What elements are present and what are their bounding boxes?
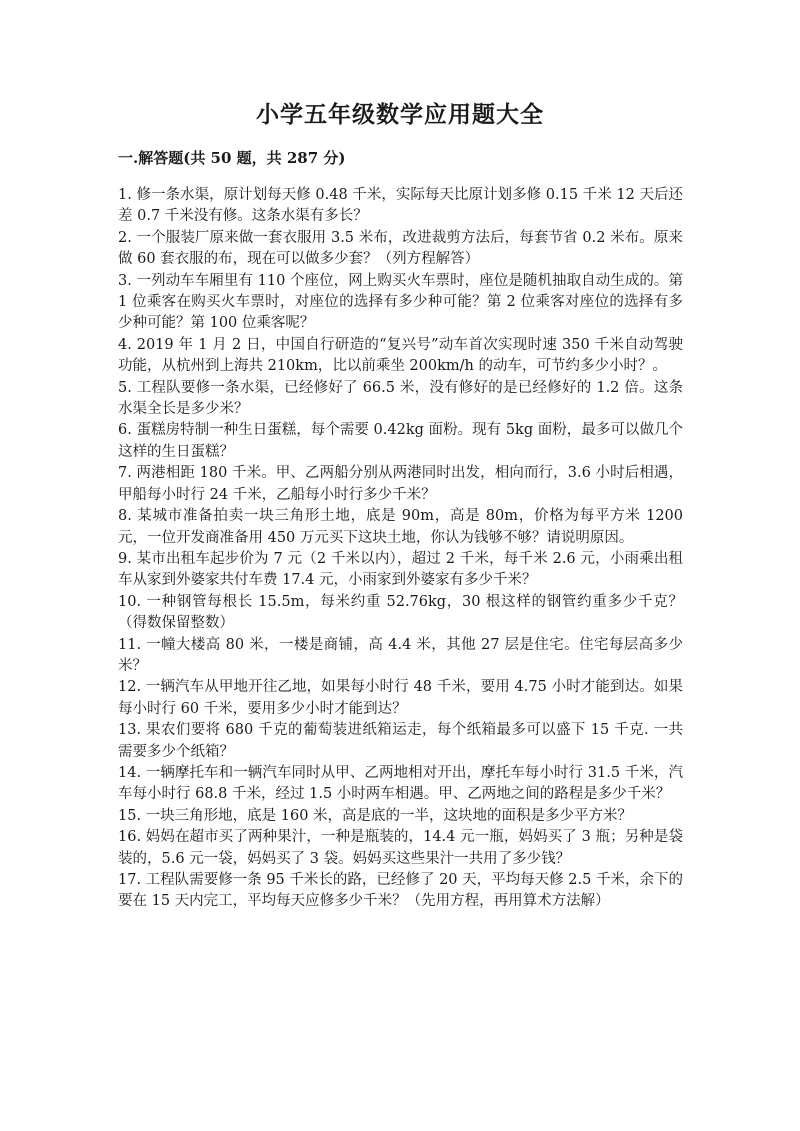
- question-item: 17. 工程队需要修一条 95 千米长的路，已经修了 20 天，平均每天修 2.5 千米，余下的要在 15 天内完工，平均每天应修多少千米？（先用方程，再用算术方法解）: [118, 872, 683, 910]
- question-item: 15. 一块三角形地，底是 160 米，高是底的一半，这块地的面积是多少平方米？: [118, 807, 633, 824]
- question-item: 10. 一种钢管每根长 15.5m，每米约重 52.76kg，30 根这样的钢管约重多少千克？（得数保留整数）: [118, 593, 683, 632]
- question-item: 2. 一个服装厂原来做一套衣服用 3.5 米布，改进裁剪方法后，每套节省 0.2 米布。原来做 60 套衣服的布，现在可以做多少套？（列方程解答）: [118, 229, 683, 268]
- question-item: 16. 妈妈在超市买了两种果汁，一种是瓶装的，14.4 元一瓶，妈妈买了 3 瓶；另种是袋装的，5.6 元一袋，妈妈买了 3 袋。妈妈买这些果汁一共用了多少钱？: [118, 829, 683, 867]
- question-item: 7. 两港相距 180 千米。甲、乙两船分别从两港同时出发，相向而行，3.6 小时后相遇，甲船每小时行 24 千米，乙船每小时行多少千米？: [118, 465, 683, 503]
- question-item: 8. 某城市准备拍卖一块三角形土地，底是 90m，高是 80m，价格为每平方米 1200 元，一位开发商准备用 450 万元买下这块土地，你认为钱够不够？请说明原因。: [118, 508, 683, 546]
- question-list: [118, 185, 683, 913]
- question-item: 3. 一列动车车厢里有 110 个座位，网上购买火车票时，座位是随机抽取自动生成的。第 1 位乘客在购买火车票时，对座位的选择有多少种可能？第 2 位乘客对座位的选择有多少种可能？第 100 位乘客呢？: [118, 272, 683, 332]
- question-item: 6. 蛋糕房特制一种生日蛋糕，每个需要 0.42kg 面粉。现有 5kg 面粉，最多可以做几个这样的生日蛋糕？: [118, 422, 683, 460]
- question-item: 1. 修一条水渠，原计划每天修 0.48 千米，实际每天比原计划多修 0.15 千米 12 天后还差 0.7 千米没有修。这条水渠有多长？: [118, 187, 683, 225]
- document-title: 小学五年级数学应用题大全: [256, 101, 544, 128]
- question-item: 14. 一辆摩托车和一辆汽车同时从甲、乙两地相对开出，摩托车每小时行 31.5 千米，汽车每小时行 68.8 千米，经过 1.5 小时两车相遇。甲、乙两地之间的路程是多少千米？: [118, 764, 683, 803]
- question-item: 9. 某市出租车起步价为 7 元（2 千米以内），超过 2 千米，每千米 2.6 元，小雨乘出租车从家到外婆家共付车费 17.4 元，小雨家到外婆家有多少千米？: [118, 550, 683, 589]
- question-item: 13. 果农们要将 680 千克的葡萄装进纸箱运走，每个纸箱最多可以盛下 15 千克. 一共需要多少个纸箱？: [118, 722, 683, 760]
- question-item: 5. 工程队要修一条水渠，已经修好了 66.5 米，没有修好的是已经修好的 1.2 倍。这条水渠全长是多少米？: [118, 379, 683, 418]
- question-item: 4. 2019 年 1 月 2 日，中国自行研造的“复兴号”动车首次实现时速 350 千米自动驾驶功能，从杭州到上海共 210km，比以前乘坐 200km/h 的动车，可节约多少小时？。: [118, 336, 683, 375]
- question-item: 11. 一幢大楼高 80 米，一楼是商铺，高 4.4 米，其他 27 层是住宅。住宅每层高多少米？: [118, 636, 683, 674]
- question-item: 12. 一辆汽车从甲地开往乙地，如果每小时行 48 千米，要用 4.75 小时才能到达。如果每小时行 60 千米，要用多少小时才能到达？: [118, 679, 683, 717]
- section-heading: 一.解答题(共 50 题，共 287 分): [118, 149, 346, 167]
